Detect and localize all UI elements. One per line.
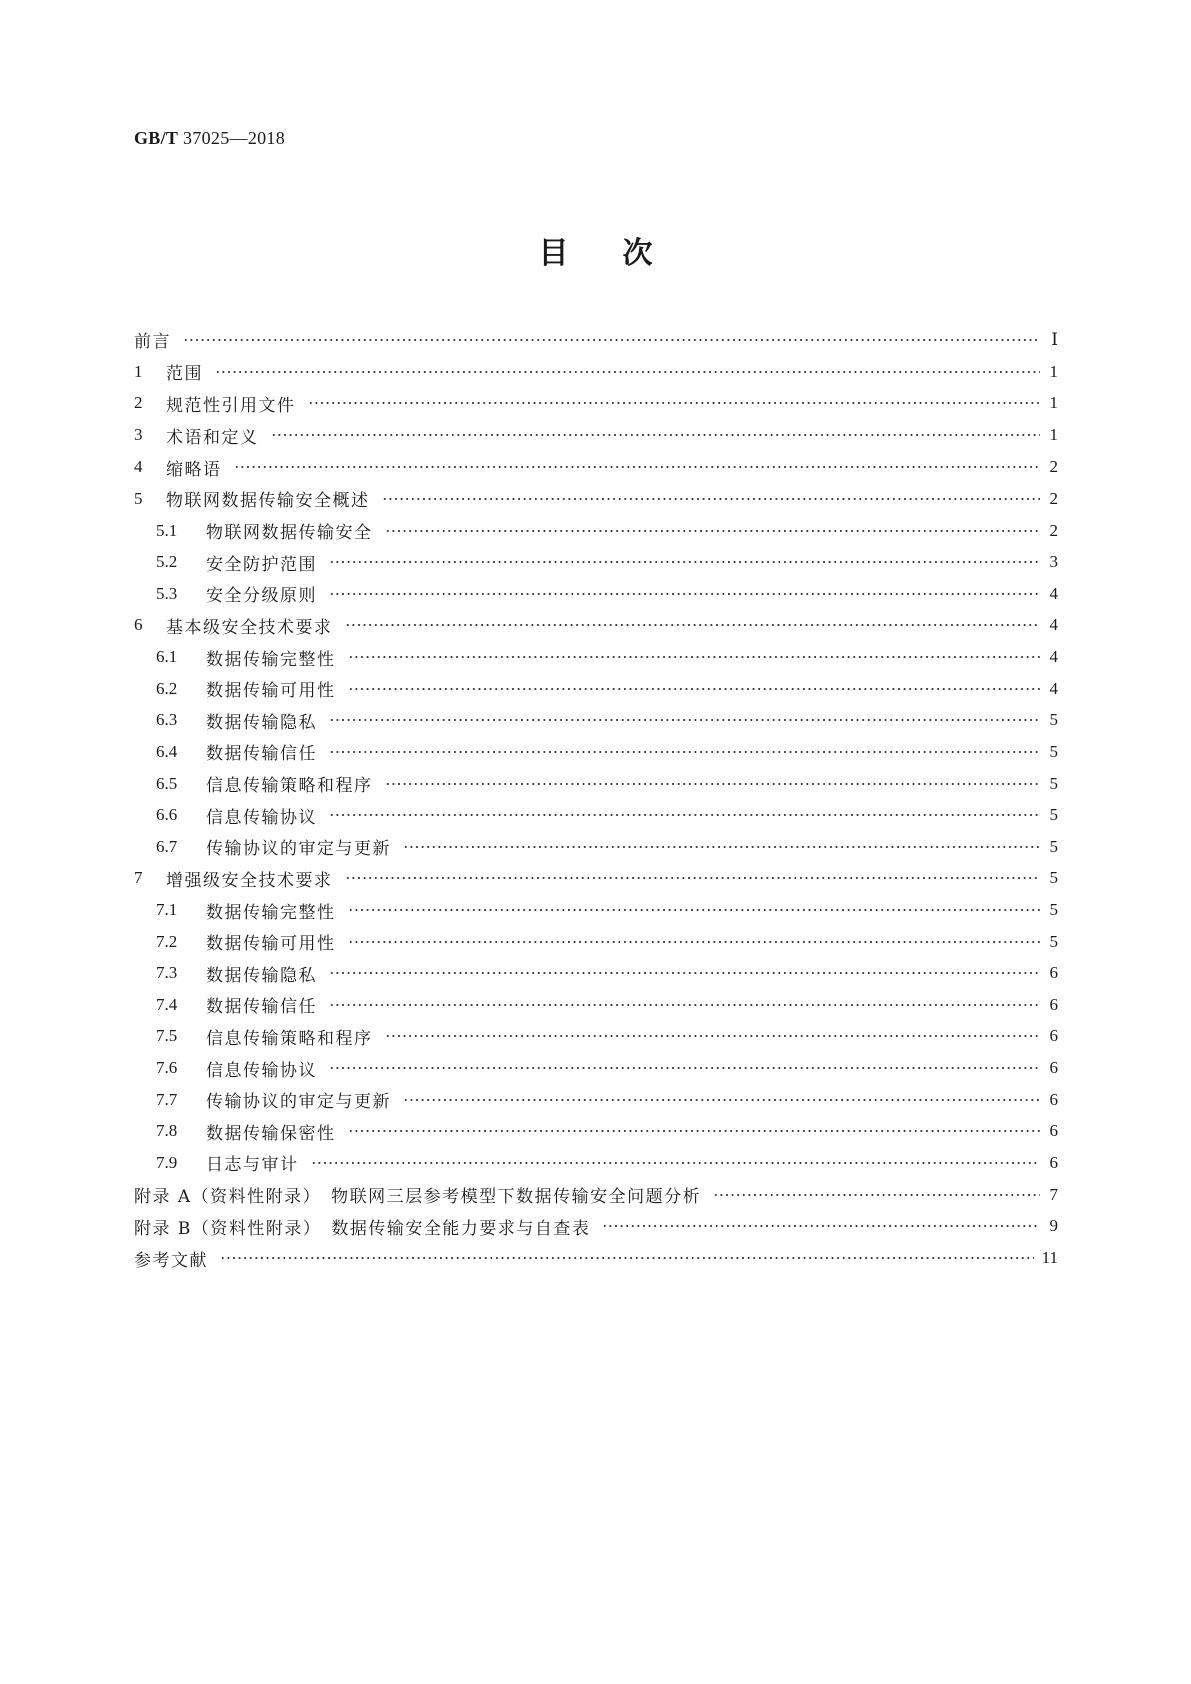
toc-entry[interactable] <box>134 356 1058 388</box>
toc-entry[interactable] <box>134 768 1058 800</box>
toc-entry-label: 规范性引用文件 <box>166 395 296 416</box>
toc-entry-label: 信息传输策略和程序 <box>206 776 373 797</box>
toc-entry[interactable] <box>134 610 1058 642</box>
toc-entry-page: 6 <box>1049 1058 1058 1078</box>
toc-entry-number: 6.6 <box>156 805 178 825</box>
toc-entry-page: 9 <box>1049 1216 1058 1236</box>
dot-leader <box>385 783 1041 785</box>
toc-entry-label: 数据传输隐私 <box>206 965 317 986</box>
toc-entry-label: 信息传输协议 <box>206 807 317 828</box>
toc-entry-label: 数据传输隐私 <box>206 712 317 733</box>
dot-leader <box>329 719 1040 721</box>
toc-entry-number: 6.7 <box>156 836 178 856</box>
toc-entry-label: 附录 B（资料性附录） 数据传输安全能力要求与自查表 <box>134 1218 591 1239</box>
toc-entry-label: 安全分级原则 <box>206 586 317 607</box>
toc-entry[interactable] <box>134 799 1058 831</box>
toc-entry-page: 11 <box>1041 1248 1058 1268</box>
toc-entry-number: 6.2 <box>156 678 178 698</box>
dot-leader <box>382 498 1041 500</box>
toc-entry-label: 术语和定义 <box>166 427 259 448</box>
toc-entry[interactable] <box>134 989 1058 1021</box>
dot-leader <box>345 624 1041 626</box>
toc-entry[interactable] <box>134 1021 1058 1053</box>
toc-entry-page: 1 <box>1049 361 1058 381</box>
toc-entry-label: 前言 <box>134 332 171 353</box>
dot-leader <box>311 1162 1041 1164</box>
toc-entry-page: 6 <box>1049 1152 1058 1172</box>
toc-entry[interactable] <box>134 831 1058 863</box>
toc-entry-number: 1 <box>134 361 143 381</box>
toc-entry[interactable] <box>134 388 1058 420</box>
toc-entry-number: 7.1 <box>156 900 178 920</box>
toc-entry-page: 4 <box>1049 647 1058 667</box>
toc-entry[interactable] <box>134 673 1058 705</box>
toc-entry-page: 6 <box>1049 1121 1058 1141</box>
dot-leader <box>329 751 1040 753</box>
dot-leader <box>348 941 1041 943</box>
toc-entry-page: 5 <box>1049 805 1058 825</box>
toc-entry-number: 7.4 <box>156 994 178 1014</box>
toc-entry[interactable] <box>134 1147 1058 1179</box>
toc-entry[interactable] <box>134 894 1058 926</box>
toc-entry-label: 数据传输可用性 <box>206 934 336 955</box>
toc-entry-label: 数据传输完整性 <box>206 649 336 670</box>
dot-leader <box>329 561 1040 563</box>
toc-entry-label: 缩略语 <box>166 459 222 480</box>
toc-entry-page: 3 <box>1049 552 1058 572</box>
toc-entry[interactable] <box>134 1084 1058 1116</box>
toc-entry-page: 6 <box>1049 994 1058 1014</box>
toc-entry[interactable] <box>134 1115 1058 1147</box>
standard-prefix: GB/T <box>134 128 179 148</box>
dot-leader <box>329 593 1040 595</box>
toc-entry-page: 5 <box>1049 710 1058 730</box>
toc-entry-label: 物联网数据传输安全 <box>206 523 373 544</box>
toc-entry[interactable] <box>134 863 1058 895</box>
dot-leader <box>329 1004 1040 1006</box>
toc-entry[interactable] <box>134 515 1058 547</box>
toc-entry-label: 安全防护范围 <box>206 554 317 575</box>
toc-entry-number: 7.2 <box>156 931 178 951</box>
toc-entry-label: 数据传输完整性 <box>206 902 336 923</box>
toc-entry-label: 数据传输信任 <box>206 997 317 1018</box>
toc-entry-label: 日志与审计 <box>206 1155 299 1176</box>
toc-entry-page: Ⅰ <box>1051 329 1058 349</box>
toc-entry-number: 6.1 <box>156 647 178 667</box>
standard-number: 37025—2018 <box>183 128 286 148</box>
toc-entry-page: 5 <box>1049 900 1058 920</box>
dot-leader <box>183 339 1040 341</box>
toc-entry-page: 6 <box>1049 963 1058 983</box>
toc-entry-page: 5 <box>1049 773 1058 793</box>
toc-entry-label: 参考文献 <box>134 1250 208 1271</box>
toc-entry-number: 7.7 <box>156 1089 178 1109</box>
toc-entry-page: 5 <box>1049 741 1058 761</box>
dot-leader <box>220 1257 1034 1259</box>
toc-entry-number: 3 <box>134 425 143 445</box>
toc-entry-page: 4 <box>1049 583 1058 603</box>
dot-leader <box>345 877 1041 879</box>
toc-entry-number: 6.3 <box>156 710 178 730</box>
dot-leader <box>602 1225 1040 1227</box>
toc-entry-page: 6 <box>1049 1089 1058 1109</box>
toc-entry[interactable] <box>134 926 1058 958</box>
dot-leader <box>403 1099 1040 1101</box>
dot-leader <box>713 1194 1040 1196</box>
toc-entry-label: 传输协议的审定与更新 <box>206 839 391 860</box>
dot-leader <box>234 466 1041 468</box>
toc-entry[interactable] <box>134 1210 1058 1242</box>
dot-leader <box>403 846 1040 848</box>
toc-entry-page: 6 <box>1049 1026 1058 1046</box>
toc-entry-number: 7 <box>134 868 143 888</box>
toc-entry-page: 5 <box>1049 931 1058 951</box>
toc-entry[interactable] <box>134 324 1058 356</box>
page-title: 目次 <box>538 236 707 271</box>
dot-leader <box>348 656 1041 658</box>
toc-entry-page: 5 <box>1049 836 1058 856</box>
toc-entry-number: 5.3 <box>156 583 178 603</box>
dot-leader <box>329 814 1040 816</box>
toc-entry-label: 数据传输可用性 <box>206 681 336 702</box>
standard-code <box>134 128 285 149</box>
toc-entry[interactable] <box>134 546 1058 578</box>
toc-entry-label: 附录 A（资料性附录） 物联网三层参考模型下数据传输安全问题分析 <box>134 1187 702 1208</box>
toc-entry-number: 7.8 <box>156 1121 178 1141</box>
dot-leader <box>329 972 1040 974</box>
toc-entry-label: 范围 <box>166 364 203 385</box>
toc-entry[interactable] <box>134 736 1058 768</box>
toc-entry-number: 5.2 <box>156 552 178 572</box>
toc-entry-label: 信息传输策略和程序 <box>206 1028 373 1049</box>
toc-entry[interactable] <box>134 958 1058 990</box>
dot-leader <box>385 1035 1041 1037</box>
toc-entry-label: 增强级安全技术要求 <box>166 870 333 891</box>
toc-entry[interactable] <box>134 578 1058 610</box>
dot-leader <box>348 1130 1041 1132</box>
toc-entry[interactable] <box>134 1179 1058 1211</box>
toc-entry-page: 4 <box>1049 678 1058 698</box>
toc-entry[interactable] <box>134 705 1058 737</box>
dot-leader <box>215 371 1040 373</box>
dot-leader <box>348 909 1041 911</box>
toc-entry-number: 2 <box>134 393 143 413</box>
toc-entry-number: 5 <box>134 488 143 508</box>
toc-entry[interactable] <box>134 1242 1058 1274</box>
toc-entry-number: 7.3 <box>156 963 178 983</box>
toc-entry[interactable] <box>134 451 1058 483</box>
dot-leader <box>271 434 1041 436</box>
toc-entry-label: 基本级安全技术要求 <box>166 617 333 638</box>
toc-entry-page: 2 <box>1049 488 1058 508</box>
toc-entry-number: 5.1 <box>156 520 178 540</box>
toc-entry-label: 信息传输协议 <box>206 1060 317 1081</box>
toc-entry-number: 6.4 <box>156 741 178 761</box>
toc-entry-number: 4 <box>134 457 143 477</box>
toc-entry-number: 6.5 <box>156 773 178 793</box>
toc-entry-label: 传输协议的审定与更新 <box>206 1092 391 1113</box>
toc-entry-number: 7.9 <box>156 1152 178 1172</box>
toc-entry[interactable] <box>134 641 1058 673</box>
toc-entry-label: 数据传输保密性 <box>206 1123 336 1144</box>
toc-entry[interactable] <box>134 1052 1058 1084</box>
toc-entry-page: 4 <box>1049 615 1058 635</box>
dot-leader <box>308 402 1041 404</box>
dot-leader <box>348 688 1041 690</box>
toc-entry-page: 1 <box>1049 393 1058 413</box>
toc-entry-page: 5 <box>1049 868 1058 888</box>
toc-entry[interactable] <box>134 483 1058 515</box>
toc-entry-label: 数据传输信任 <box>206 744 317 765</box>
dot-leader <box>385 530 1041 532</box>
toc-entry-label: 物联网数据传输安全概述 <box>166 491 370 512</box>
dot-leader <box>329 1067 1040 1069</box>
toc-entry-page: 2 <box>1049 457 1058 477</box>
toc-entry-page: 2 <box>1049 520 1058 540</box>
toc-entry-number: 7.5 <box>156 1026 178 1046</box>
table-of-contents <box>134 324 1058 1274</box>
toc-entry-number: 7.6 <box>156 1058 178 1078</box>
toc-entry-page: 7 <box>1049 1184 1058 1204</box>
toc-entry-page: 1 <box>1049 425 1058 445</box>
toc-entry-number: 6 <box>134 615 143 635</box>
toc-entry[interactable] <box>134 419 1058 451</box>
